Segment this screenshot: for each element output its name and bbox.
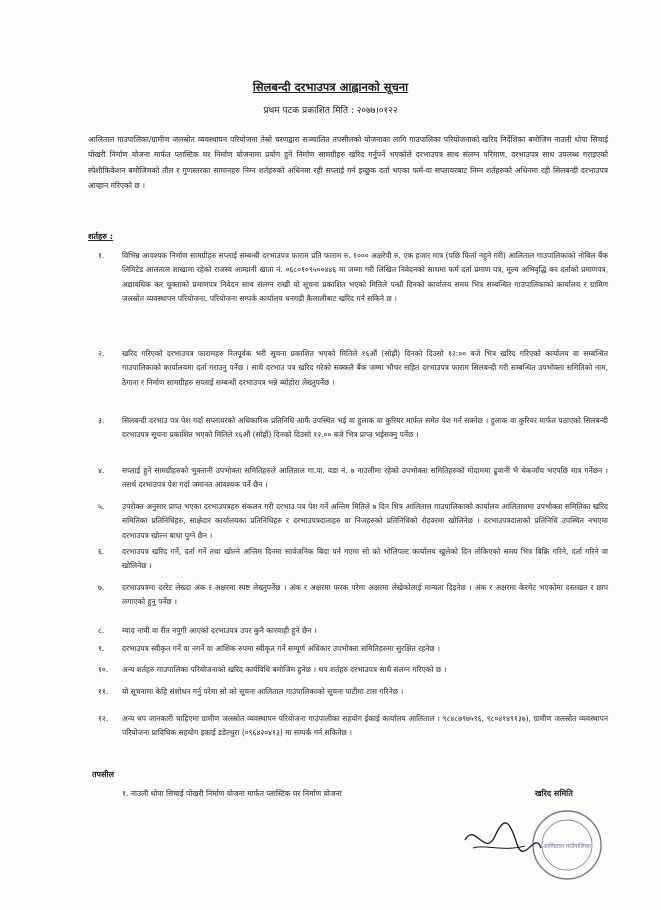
intro-paragraph: आलिताल गाउपालिका/ग्रामीण जलस्रोत व्यवस्थापन परियोजना तेस्रो चरणद्वारा सञ्चालित तपसीलको योजनाका लागि गाउपालिका परियोजनाको खरिद निर्देशिका बमोजिम नाउली धोपा सिचाई पोखरी निर्माण योजना मार्फत प्लास्टिक घर निर्माण योजनामा प्रयोग हुने निर्माण सामग्रीहरु खरिद गर्नुपर्ने भएकोले दरभाउपत्र साथ संलग्न परिमाण, दरभाउपत्र साथ उपलब्ध गराइएको स्पेशीफिकेशन बमोजिमको तौल र गुणस्तरका सामानहरु निम्न शर्तहरुको अधिनमा रही सप्लाई गर्न इच्छुक दर्ता भएका फर्म-वा सप्लायरबाट निम्न शर्तहरुको अधिनमा रही सिलबन्दी दरभाउपत्र आव्हान गरिएको छ ।: [88, 135, 608, 191]
schedule-item: [122, 789, 342, 799]
condition-text: दरभाउपत्र खरिद गर्ने, दर्ता गर्ने तथा खोल्ने अन्तिम दिनमा सार्वजनिक बिदा पर्न गएमा सो को भोलिपल्ट कार्यालय खुलेको दिन तोकिएको समय भित्र बिक्रि गरिने, दर्ता गरिने वा खोलिनेछ ।: [122, 547, 608, 571]
schedule-number: १.: [122, 789, 129, 798]
condition-item: [98, 500, 608, 543]
condition-number: ६.: [98, 547, 105, 556]
condition-number: ४.: [98, 466, 105, 475]
condition-text: यो सूचनामा केहि संशोधन गर्नु परेमा सो को सूचना आलिताल गाउंपालिकाको सूचना पाटीमा टास गरिनेछ ।: [122, 687, 404, 696]
condition-item: [98, 464, 608, 493]
condition-item: [98, 624, 608, 638]
schedule-heading: तपसील: [92, 770, 115, 779]
condition-number: ९.: [98, 644, 105, 653]
condition-text: उपरोक्त अनुसार प्राप्त भएका दरभाउपत्रहरु संकलन गरी दरभाउ पत्र पेश गर्ने अन्तिम मितिले ७ दिन भित्र आलिताल गाउपालिकाको कार्यालय आलितालमा उपभोक्ता समितिका खरिद समितिका प्रतिनिधिहरु, साक्षेदार कार्यालयका प्रतिनिधिहरु र दरभाउपत्रदाताहरु वा निजहरुको प्रतिनिधिको रोहवरमा खोलिनेछ । दरभाउपत्रदाताको प्रतिनिधि उपस्थित नभएमा दरभाउपत्र खोल्न बाधा पुग्ने छैन ।: [122, 502, 608, 540]
condition-text: दरभाउपत्रमा दररेट लेख्दा अंक र अक्षरमा स्पष्ट लेख्नुपर्नेछ । अंक र अक्षरमा फरक परेमा अक्षरमा लेखेकोलाई मान्यता दिइनेछ । अंक र अक्षरमा केरमेट भएकोमा दस्तखत र छाप लगाएको हुनु पर्नेछ ।: [122, 583, 608, 607]
condition-text: सप्लाई हुने सामग्रीहरुको भुक्तानी उपभोक्ता समितिहरुले आलिताल गा.पा. वडा नं. ७ नाउलीमा रहेको उपभोक्ता समितिहरुको गोदाममा ढुवानी भै चेकजाँच भएपछि मात्र गर्नेछन । तसर्थ दरभाउपत्र पेश गर्दा जमानत आवश्यक पर्ने छैन ।: [122, 466, 608, 490]
publication-date: प्रथम पटक प्रकाशित मिति : २०७७।०१२२: [263, 106, 398, 116]
condition-text: म्याद नाघी वा रीत नपुगी आएको दरभाउपत्र उपर कुनै कारवाही हुने छैन ।: [122, 626, 317, 635]
condition-number: ७.: [98, 583, 105, 592]
condition-text: विभिन्न आवश्यक निर्माण सामग्रीहरु सप्लाई सम्बन्धी दरभाउपत्र फाराम प्रति फाराम रु. १००० अक्षरेपी रु. एक हजार मात्र (पछि फिर्ता नहुने गरी) आलिताल गाउपालिकाको नोबिल बैंक लिमिटेड आलताल शाखामा रहेको राजस्व आम्दानी खाता नं. ०६८०१०९५००४४६ मा जम्मा गरी लिखित निवेदनको साथमा फर्म दर्ता प्रमाण पत्र, मूल्य अभिवृद्धि कर दर्ताको प्रमाणपत्र, अद्यावधिक कर चुक्ताको प्रमाणपत्र निवेदन साथ संलग्न राखी यो सूचना प्रकाशित भएको मितिले पन्ध्रौं दिनको कार्यालय समय भित्र सम्बन्धित गाउपालिकाको कार्यालय र ग्रामिण जलस्रोत व्यवस्थापन परियोजना, परियोजना सम्पर्क कार्यालय धनगढी कैलालीबाट खरिद गर्न सकिने छ ।: [122, 251, 608, 304]
condition-number: ५.: [98, 502, 105, 511]
condition-item: [98, 581, 608, 610]
condition-item: [98, 249, 608, 307]
condition-number: २.: [98, 349, 105, 358]
condition-number: १२.: [98, 714, 109, 723]
condition-number: ३.: [98, 416, 105, 425]
condition-item: [98, 347, 608, 390]
notice-title: सिलबन्दी दरभाउपत्र आह्वानको सूचना: [252, 80, 409, 94]
conditions-heading: शर्तहरु :: [88, 232, 114, 241]
schedule-text: नाउली धोपा सिचाई पोखरी निर्माण योजना मार्फत प्लास्टिक घर निर्माण योजना: [130, 789, 342, 798]
condition-item: [98, 545, 608, 574]
condition-item: [98, 663, 608, 677]
condition-number: ११.: [98, 687, 109, 696]
signature-stamp-icon: [455, 800, 605, 890]
condition-item: [98, 685, 608, 699]
condition-text: अन्य थप जानकारी चाहिएमा ग्रामीण जलस्रोत व्यवस्थापन परियोजना गाउंपालीका सहयोग ईकाई कार्यालय आलिताल । ९८४८७९७५९६, ९८०४१४९१३७), ग्रामीण जलस्रोत व्यवस्थापन परियोजना प्राविधिक सहयोग इकाई डडेल्धुरा (०९६४२०४१३) मा सम्पर्क गर्न सकिनेछ ।: [122, 714, 608, 738]
condition-text: खरिद गरिएको दरभाउपत्र फारामहरु रितपूर्वक भरी सूचना प्रकाशित भएको मितिले १६औं (सोह्रौं) दिनको दिउसो १२:०० बजे भित्र खरिद गरिएको कार्यालय वा सम्बन्धित गाउपालिकाको कार्यालयमा दर्ता गराउनु पर्नेछ । साथै दरभाउ पत्र खरिद गरेको सक्कलै बैंक जम्मा भौचर सहित दरभाउपत्र फाराम सिलबन्दी गरी सम्बन्धित उपभोक्ता समितिको नाम, ठेगाना र निर्माण सामग्रीहरु सप्लाई सम्बन्धी दरभाउपत्र भन्ने ब्योहोरा लेख्नुपर्नेछ ।: [122, 349, 608, 387]
committee-label: खरिद समिति: [535, 789, 573, 798]
condition-item: [98, 712, 608, 741]
condition-text: सिलबन्दी दरभाउ पत्र पेश गर्दा सप्लायरको अधिकारिक प्रतिनिधि आफैं उपस्थित भई वा हुलाक वा कुरियर मार्फत समेत पेश गर्न सक्नेछ । हुलाक वा कुरियर मार्फत पठाएको सिलबन्दी दरभाउपत्र सूचना प्रकाशित भएको मितिले १६औं (सोह्रौं) दिनको दिउसो १२.०० बजे भित्र प्राप्त भईसक्नु पर्नेछ ।: [122, 416, 608, 440]
condition-item: [98, 414, 608, 443]
condition-number: ८.: [98, 626, 105, 635]
condition-text: दरभाउपत्र स्वीकृत गर्ने वा नगर्ने वा आंशिक रुपमा स्वीकृत गर्ने सम्पूर्ण अधिकार उपभोक्ता समितिहरुमा सुरक्षित रहनेछ ।: [122, 644, 440, 653]
stamp-text: आलिताल गाउँपालिका: [543, 843, 591, 850]
condition-number: १.: [98, 251, 105, 260]
condition-text: अन्य शर्तहरु गाउपालिका परियोजनाको खरिद कार्यविधि बमोजिम हुनेछ । थप शर्तहरु दरभाउपत्र साथै संलग्न गरिएको छ ।: [122, 665, 447, 674]
condition-item: [98, 642, 608, 656]
condition-number: १०.: [98, 665, 109, 674]
